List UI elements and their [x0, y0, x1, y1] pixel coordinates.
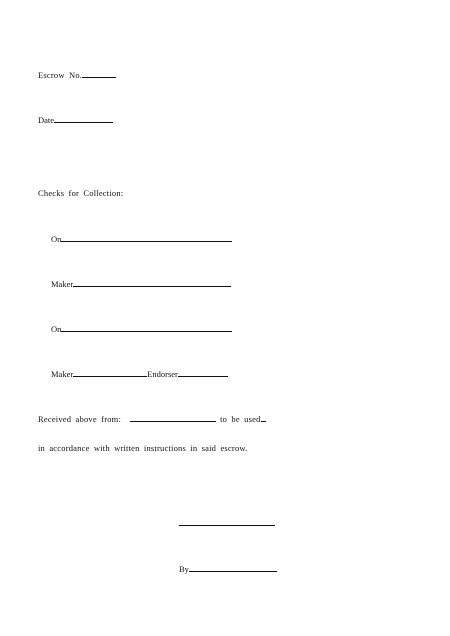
date-label: Date	[38, 115, 55, 125]
check2-on-row	[51, 323, 232, 333]
date-blank	[54, 114, 113, 123]
escrow-no-label: Escrow No.	[38, 70, 83, 80]
received-suffix-blank	[261, 413, 266, 422]
check2-endorser-label: Endorser	[147, 369, 178, 379]
by-row	[179, 563, 277, 573]
check1-on-blank	[61, 233, 232, 242]
checks-heading-text: Checks for Collection:	[38, 188, 124, 198]
checks-heading	[38, 188, 123, 198]
check2-on-blank	[61, 323, 232, 332]
check2-maker-blank	[73, 368, 147, 377]
received-from-blank	[130, 413, 216, 422]
escrow-no-row	[38, 69, 116, 79]
check1-maker-label: Maker	[51, 279, 74, 289]
by-label: By	[179, 564, 189, 574]
received-prefix: Received above from:	[38, 414, 122, 424]
signature-row	[179, 517, 275, 527]
accordance-text: in accordance with written instructions in said escrow.	[38, 443, 248, 453]
received-row	[38, 413, 266, 423]
accordance-row	[38, 443, 248, 453]
check2-endorser-blank	[178, 368, 228, 377]
escrow-no-blank	[82, 69, 116, 78]
check1-maker-row	[51, 278, 231, 288]
check1-maker-blank	[73, 278, 231, 287]
check1-on-row	[51, 233, 232, 243]
date-row	[38, 114, 113, 124]
received-suffix: to be used	[220, 414, 261, 424]
by-blank	[189, 563, 277, 572]
check2-maker-endorser-row	[51, 368, 228, 378]
check2-maker-label: Maker	[51, 369, 74, 379]
check2-on-label: On	[51, 324, 62, 334]
check1-on-label: On	[51, 234, 62, 244]
signature-blank	[179, 517, 275, 526]
